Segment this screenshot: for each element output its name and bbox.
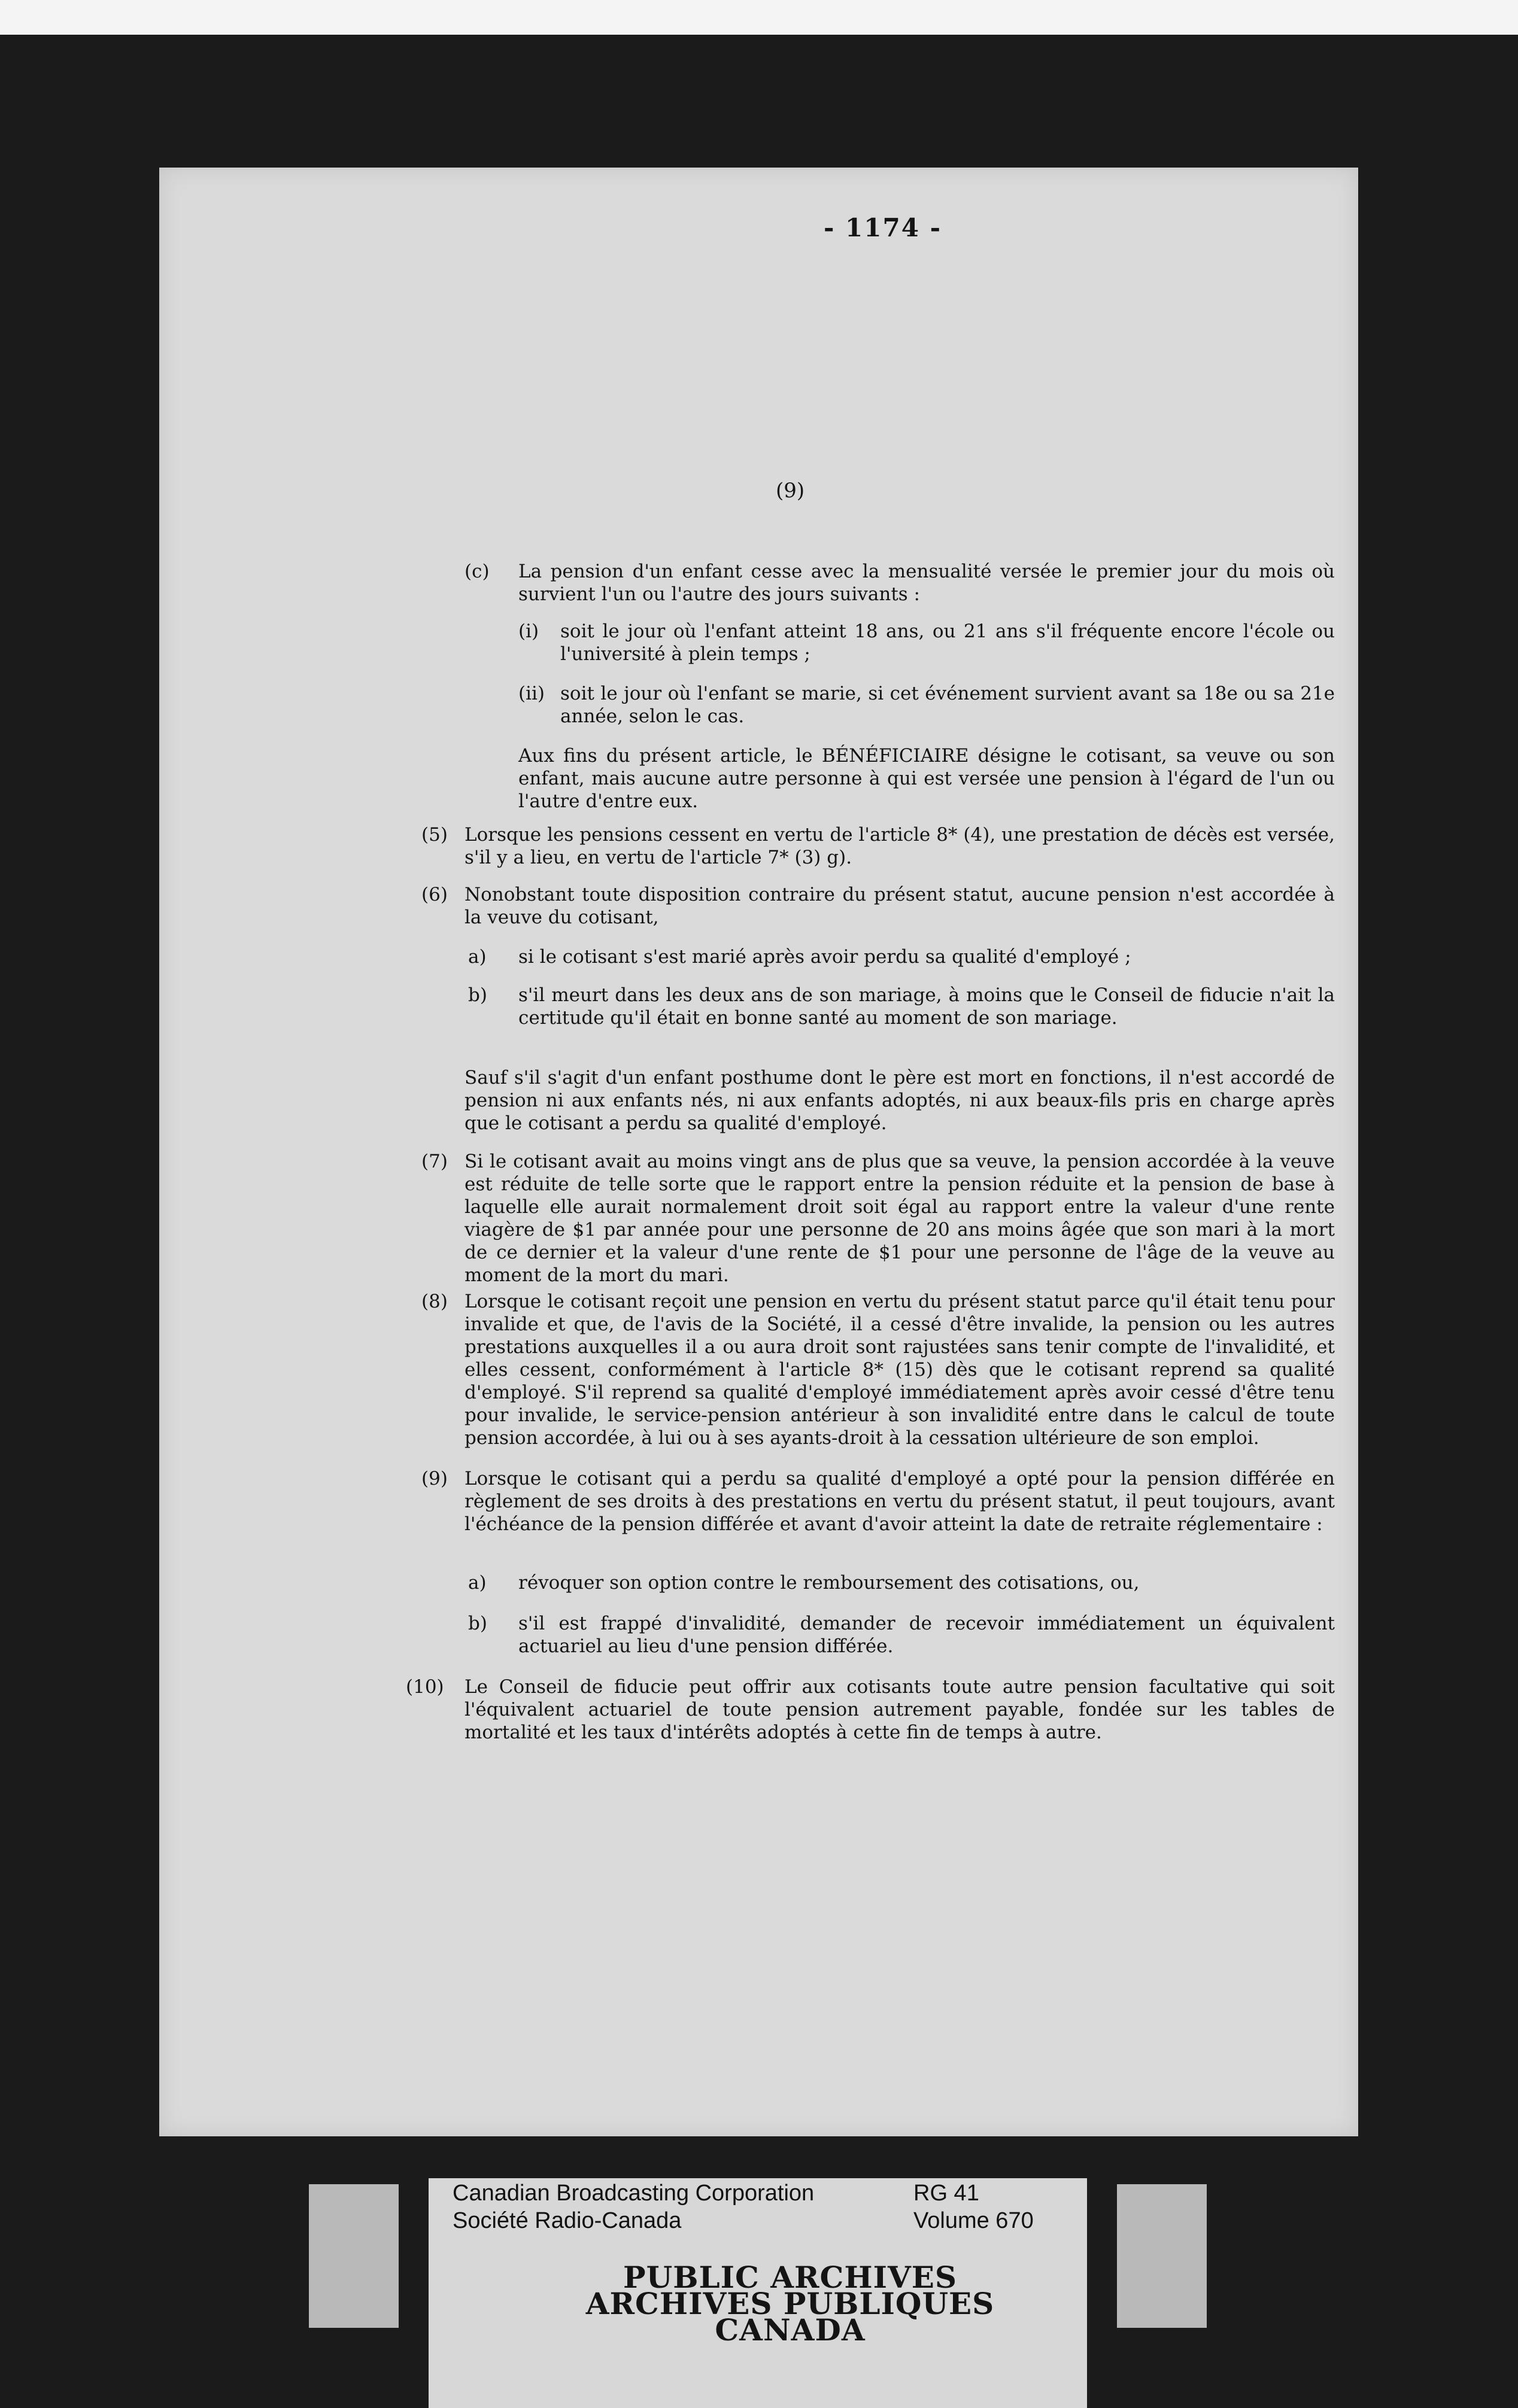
beneficiaire-definition: Aux fins du présent article, le BÉNÉFICIAIRE désigne le cotisant, sa veuve ou son enfant, mais aucune autre personne à qui est versée une pension à l'égard de l'un ou l'autre d'entre eux. (518, 745, 1335, 812)
paragraph-6-a-label: a) (468, 946, 487, 968)
posthumous-child-text: Sauf s'il s'agit d'un enfant posthume dont le père est mort en fonctions, il n'est accordé de pension ni aux enfants nés, ni aux enfants adoptés, ni aux beaux-fils pris en charge après que le cotisant a perdu sa qualité d'employé. (464, 1067, 1335, 1134)
paragraph-8-text: Lorsque le cotisant reçoit une pension en vertu du présent statut parce qu'il était tenu pour invalide et que, de l'avis de la Société, il a cessé d'être invalide, la pension ou les autres prestations auxquelles il a ou aura droit sont rajustées sans tenir compte de l'invalidité, et elles cessent, conformément à l'article 8* (15) dès que le cotisant reprend sa qualité d'employé. S'il reprend sa qualité d'employé immédiatement après avoir cessé d'être tenu pour invalide, le service-pension antérieur à son invalidité entre dans le calcul de toute pension accordée, à lui ou à ses ayants-droit à la cessation ultérieure de son emploi. (464, 1291, 1335, 1449)
clause-c-i-label: (i) (518, 621, 539, 642)
document-page (159, 168, 1358, 2136)
paragraph-5-text: Lorsque les pensions cessent en vertu de l'article 8* (4), une prestation de décès est versée, s'il y a lieu, en vertu de l'article 7* (3) g). (464, 824, 1335, 868)
archive-volume: Volume 670 (913, 2208, 1034, 2233)
paragraph-6-label: (6) (421, 884, 448, 905)
paragraph-6-text: Nonobstant toute disposition contraire du présent statut, aucune pension n'est accordée à la veuve du cotisant, (464, 884, 1335, 928)
paragraph-9-label: (9) (421, 1468, 448, 1489)
paragraph-9-b-text: s'il est frappé d'invalidité, demander de recevoir immédiatement un équivalent actuariel au lieu d'une pension différée. (518, 1613, 1335, 1657)
paragraph-9-a-label: a) (468, 1572, 487, 1594)
film-edge-right (1117, 2184, 1207, 2328)
clause-c-ii-text: soit le jour où l'enfant se marie, si cet événement survient avant sa 18e ou sa 21e année, selon le cas. (560, 683, 1335, 727)
paragraph-9-a-text: révoquer son option contre le remboursement des cotisations, ou, (518, 1572, 1140, 1594)
paragraph-8-label: (8) (421, 1291, 448, 1312)
archive-org-french: Société Radio-Canada (453, 2208, 682, 2233)
paragraph-7-text: Si le cotisant avait au moins vingt ans de plus que sa veuve, la pension accordée à la veuve est réduite de telle sorte que le rapport entre la pension réduite et la pension de base à laquelle elle aurait normalement droit soit égal au rapport entre la valeur d'une rente viagère de $1 par année pour une personne de 20 ans moins âgée que son mari à la mort de ce dernier et la valeur d'une rente de $1 pour une personne de l'âge de la veuve au moment de la mort du mari. (464, 1151, 1335, 1286)
film-edge-left (309, 2184, 399, 2328)
paragraph-10-label: (10) (406, 1676, 444, 1698)
film-top-edge (0, 0, 1518, 35)
clause-c-i-text: soit le jour où l'enfant atteint 18 ans, ou 21 ans s'il fréquente encore l'école ou l'université à plein temps ; (560, 621, 1335, 665)
paragraph-9-text: Lorsque le cotisant qui a perdu sa qualité d'employé a opté pour la pension différée en règlement de ses droits à des prestations en vertu du présent statut, il peut toujours, avant l'échéance de la pension différée et avant d'avoir atteint la date de retraite réglementaire : (464, 1468, 1335, 1535)
clause-c-ii-label: (ii) (518, 683, 545, 704)
paragraph-10-text: Le Conseil de fiducie peut offrir aux cotisants toute autre pension facultative qui soit l'équivalent actuariel de toute pension autrement payable, fondée sur les tables de mortalité et les taux d'intérêts adoptés à cette fin de temps à autre. (464, 1676, 1335, 1743)
paragraph-6-b-text: s'il meurt dans les deux ans de son mariage, à moins que le Conseil de fiducie n'ait la certitude qu'il était en bonne santé au moment de son mariage. (518, 984, 1335, 1029)
section-number: (9) (776, 479, 805, 503)
archive-org-english: Canadian Broadcasting Corporation (453, 2181, 815, 2206)
clause-c-label: (c) (464, 561, 490, 582)
clause-c-text: La pension d'un enfant cesse avec la mensualité versée le premier jour du mois où survient l'un ou l'autre des jours suivants : (518, 561, 1335, 605)
page-number: - 1174 - (824, 213, 942, 242)
archive-stamp-line-2: ARCHIVES PUBLIQUES (585, 2286, 995, 2321)
paragraph-5-label: (5) (421, 824, 448, 846)
archive-stamp-line-1: PUBLIC ARCHIVES (623, 2260, 957, 2295)
paragraph-7-label: (7) (421, 1151, 448, 1172)
paragraph-6-b-label: b) (468, 984, 487, 1006)
paragraph-6-a-text: si le cotisant s'est marié après avoir perdu sa qualité d'employé ; (518, 946, 1131, 968)
archive-record-group: RG 41 (913, 2181, 979, 2206)
archive-stamp-line-3: CANADA (715, 2312, 866, 2348)
paragraph-9-b-label: b) (468, 1613, 487, 1634)
